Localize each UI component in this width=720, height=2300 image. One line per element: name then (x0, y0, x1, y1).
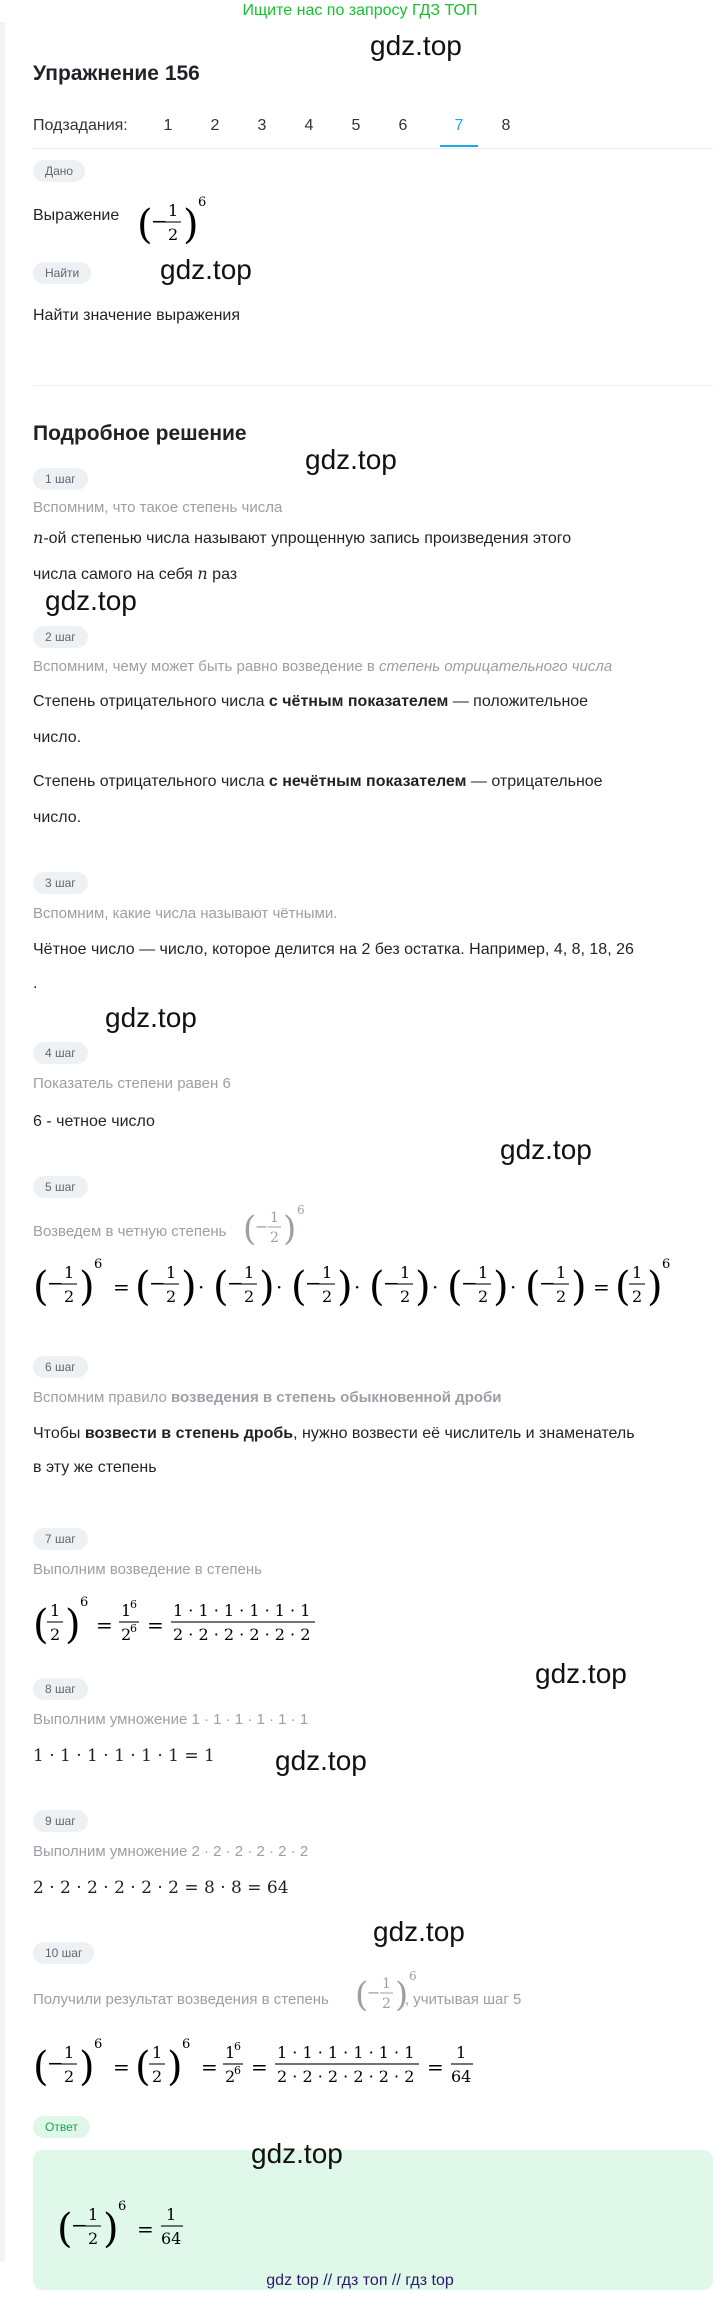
answer-badge: Ответ (33, 2116, 90, 2138)
denominator: 64 (161, 2229, 182, 2248)
denominator: 2 (556, 1287, 567, 1306)
denominator: 2 (322, 1287, 333, 1306)
paren-open: ( (525, 1264, 541, 1310)
paren-close: ) (183, 202, 199, 248)
exponent: 6 (234, 2040, 241, 2053)
step-2-p2-post: — отрицательное (466, 773, 603, 790)
step-6-p-post: , нужно возвести её числитель и знаменатель (293, 1425, 635, 1442)
equals-sign: = (96, 1613, 113, 1637)
product-denominator: 2 · 2 · 2 · 2 · 2 · 2 (277, 2067, 415, 2086)
exponent: 6 (80, 1595, 89, 1610)
paren-open: ( (213, 1264, 229, 1310)
step-6-p (33, 1416, 713, 1452)
denominator: 2 (166, 1287, 177, 1306)
step-6-badge: 6 шаг (33, 1356, 88, 1378)
denominator: 2 (244, 1287, 255, 1306)
watermark: gdz.top (251, 2138, 343, 2169)
exponent: 6 (182, 2037, 191, 2052)
dot-sign: · (198, 1275, 205, 1299)
minus-sign: − (367, 1983, 381, 2002)
paren-close: ) (167, 2044, 183, 2090)
minus-sign: − (227, 1271, 244, 1295)
tab-subtask-4[interactable]: 4 (304, 117, 314, 134)
step-2-p2-pre: Степень отрицательного числа (33, 773, 269, 790)
numerator: 1 (88, 2205, 99, 2224)
minus-sign: − (71, 2213, 88, 2237)
exponent: 6 (234, 2064, 241, 2077)
exponent: 6 (130, 1622, 137, 1635)
exponent: 6 (198, 195, 207, 210)
watermark: gdz.top (305, 444, 397, 475)
denominator: 2 (152, 2067, 163, 2086)
step-2-p1-bold: с чётным показателем (268, 693, 449, 710)
step-10-badge: 10 шаг (33, 1942, 94, 1964)
factor-4 (369, 1263, 431, 1310)
tab-subtask-3[interactable]: 3 (257, 117, 267, 134)
footer-links[interactable]: gdz top // гдз топ // гдз top (266, 2272, 454, 2289)
paren-open: ( (57, 2206, 73, 2252)
step-4-text: 6 - четное число (33, 1113, 155, 1130)
paren-open: ( (33, 1264, 49, 1310)
denominator: 2 (270, 1230, 279, 1246)
subtasks-label: Подзадания: (33, 117, 128, 134)
paren-open: ( (369, 1264, 385, 1310)
step-6-caption-bold: возведения в степень обыкновенной дроби (171, 1389, 502, 1406)
numerator: 1 (556, 1263, 567, 1282)
tab-subtask-7[interactable]: 7 (454, 117, 464, 134)
answer-equation (57, 2192, 257, 2262)
step-2-p1 (33, 684, 713, 720)
numerator: 1 (225, 2043, 236, 2062)
step-8-badge: 8 шаг (33, 1678, 88, 1700)
equals-sign: = (593, 1275, 610, 1299)
solution-title: Подробное решение (33, 422, 247, 445)
equals-sign: = (113, 1275, 130, 1299)
paren-open: ( (135, 2044, 151, 2090)
promo-banner[interactable]: Ищите нас по запросу ГДЗ ТОП (242, 2, 478, 19)
paren-close: ) (79, 1264, 95, 1310)
watermark: gdz.top (275, 1745, 367, 1776)
step-2-badge: 2 шаг (33, 626, 88, 648)
paren-close: ) (395, 1975, 409, 2015)
exponent: 6 (118, 2199, 127, 2214)
step-1-line-2-pre: числа самого на себя (33, 566, 193, 583)
paren-open: ( (355, 1975, 369, 2015)
answer-box (33, 2150, 713, 2290)
step-2-caption-pre: Вспомним, чему может быть равно возведение в (33, 658, 380, 675)
equals-sign: = (113, 2055, 130, 2079)
step-2-p2-cont: число. (33, 809, 82, 826)
equals-sign: = (147, 1613, 164, 1637)
tab-subtask-6[interactable]: 6 (398, 117, 408, 134)
tab-subtask-5[interactable]: 5 (351, 117, 361, 134)
numerator: 1 (152, 2043, 163, 2062)
step-10-caption-post: , учитывая шаг 5 (404, 1991, 522, 2008)
factor-2 (213, 1263, 275, 1310)
denominator: 2 (64, 1287, 75, 1306)
denominator: 2 (400, 1287, 411, 1306)
paren-open: ( (135, 1264, 151, 1310)
step-10-caption-pre: Получили результат возведения в степень (33, 1991, 329, 2008)
paren-open: ( (291, 1264, 307, 1310)
step-2-p2-bold: с нечётным показателем (268, 773, 467, 790)
minus-sign: − (47, 1271, 64, 1295)
numerator: 1 (121, 1601, 132, 1620)
equals-sign: = (137, 2217, 154, 2241)
exponent: 6 (297, 1203, 305, 1217)
dot-sign: · (510, 1275, 517, 1299)
step-1-line-2-post: раз (212, 566, 238, 583)
denominator: 2 (121, 1625, 132, 1644)
paren-open: ( (137, 202, 153, 248)
var-n: n (33, 528, 44, 547)
step-7-equation (33, 1588, 433, 1654)
numerator: 1 (632, 1263, 643, 1282)
minus-sign: − (47, 2051, 64, 2075)
paren-close: ) (79, 2044, 95, 2090)
denominator: 2 (478, 1287, 489, 1306)
step-7-badge: 7 шаг (33, 1528, 88, 1550)
paren-close: ) (415, 1264, 431, 1310)
subtasks-nav (33, 114, 713, 149)
step-5-equation (33, 1250, 713, 1320)
minus-sign: − (151, 209, 168, 233)
exponent: 6 (409, 1969, 417, 1983)
step-2-p1-cont: число. (33, 729, 82, 746)
watermark: gdz.top (105, 1002, 197, 1033)
var-n: n (197, 564, 208, 583)
paren-open: ( (33, 2044, 49, 2090)
minus-sign: − (461, 1271, 478, 1295)
step-9-result: 2 · 2 · 2 · 2 · 2 · 2 = 8 · 8 = 64 (33, 1878, 289, 1898)
given-expression (135, 190, 215, 260)
numerator: 1 (166, 1263, 177, 1282)
step-5-caption-expr (243, 1200, 313, 1256)
watermark: gdz.top (160, 254, 252, 285)
given-badge: Дано (33, 160, 85, 182)
tab-subtask-8[interactable]: 8 (501, 117, 511, 134)
numerator: 1 (166, 2205, 177, 2224)
exercise-card (0, 22, 720, 2262)
find-badge: Найти (33, 262, 91, 284)
product-numerator: 1 · 1 · 1 · 1 · 1 · 1 (173, 1601, 311, 1620)
tab-subtask-2[interactable]: 2 (210, 117, 220, 134)
step-3-text: Чётное число — число, которое делится на 2 без остатка. Например, 4, 8, 18, 26 (33, 941, 634, 958)
step-8-result: 1 · 1 · 1 · 1 · 1 · 1 = 1 (33, 1746, 215, 1766)
step-1-line-1 (33, 520, 713, 557)
watermark: gdz.top (535, 1658, 627, 1689)
exponent: 6 (94, 2037, 103, 2052)
step-6-caption-pre: Вспомним правило (33, 1389, 172, 1406)
factor-1 (135, 1263, 197, 1310)
step-2-p2 (33, 764, 713, 800)
dot-sign: · (276, 1275, 283, 1299)
step-7-caption: Выполним возведение в степень (33, 1561, 262, 1578)
paren-close: ) (337, 1264, 353, 1310)
step-6-p-pre: Чтобы (33, 1425, 85, 1442)
watermark: gdz.top (373, 1916, 465, 1947)
step-3-badge: 3 шаг (33, 872, 88, 894)
step-3-cont: . (33, 975, 38, 992)
numerator: 1 (64, 2043, 75, 2062)
paren-open: ( (243, 1209, 257, 1249)
dot-sign: · (432, 1275, 439, 1299)
product-denominator: 2 · 2 · 2 · 2 · 2 · 2 (173, 1625, 311, 1644)
equals-sign: = (251, 2055, 268, 2079)
paren-close: ) (103, 2206, 119, 2252)
step-2-caption-em: степень отрицательного числа (379, 658, 613, 675)
numerator: 1 (168, 201, 179, 220)
step-5-badge: 5 шаг (33, 1176, 88, 1198)
paren-open: ( (615, 1264, 631, 1310)
step-4-caption: Показатель степени равен 6 (33, 1075, 231, 1092)
equals-sign: = (201, 2055, 218, 2079)
step-2-p1-post: — положительное (448, 693, 589, 710)
step-1-line-1-text: -ой степенью числа называют упрощенную запись произведения этого (43, 530, 572, 547)
denominator: 2 (88, 2229, 99, 2248)
numerator: 1 (382, 1976, 391, 1992)
dot-sign: · (354, 1275, 361, 1299)
denominator: 2 (382, 1996, 391, 2012)
find-text: Найти значение выражения (33, 307, 241, 324)
minus-sign: − (149, 1271, 166, 1295)
minus-sign: − (383, 1271, 400, 1295)
numerator: 1 (456, 2043, 467, 2062)
step-1-badge: 1 шаг (33, 468, 88, 490)
exponent: 6 (130, 1598, 137, 1611)
product-numerator: 1 · 1 · 1 · 1 · 1 · 1 (277, 2043, 415, 2062)
denominator: 2 (225, 2067, 236, 2086)
exponent: 6 (662, 1257, 671, 1272)
step-2-p1-pre: Степень отрицательного числа (33, 693, 269, 710)
numerator: 1 (270, 1210, 279, 1226)
paren-close: ) (283, 1209, 297, 1249)
result-power (615, 1257, 670, 1310)
numerator: 1 (244, 1263, 255, 1282)
step-9-caption: Выполним умножение 2 · 2 · 2 · 2 · 2 · 2 (33, 1843, 309, 1860)
paren-close: ) (493, 1264, 509, 1310)
tab-subtask-1[interactable]: 1 (163, 117, 173, 134)
step-9-badge: 9 шаг (33, 1810, 88, 1832)
active-tab-indicator (440, 145, 478, 147)
step-6-p-bold: возвести в степень дробь (84, 1425, 294, 1442)
minus-sign: − (539, 1271, 556, 1295)
equals-sign: = (427, 2055, 444, 2079)
paren-close: ) (259, 1264, 275, 1310)
watermark: gdz.top (370, 30, 462, 61)
factor-6 (525, 1263, 587, 1310)
denominator: 2 (64, 2067, 75, 2086)
numerator: 1 (50, 1601, 61, 1620)
denominator: 2 (50, 1625, 61, 1644)
numerator: 1 (478, 1263, 489, 1282)
numerator: 1 (322, 1263, 333, 1282)
paren-close: ) (647, 1264, 663, 1310)
step-1-caption: Вспомним, что такое степень числа (33, 499, 283, 516)
paren-close: ) (571, 1264, 587, 1310)
paren-open: ( (447, 1264, 463, 1310)
paren-close: ) (65, 1602, 81, 1648)
minus-sign: − (305, 1271, 322, 1295)
denominator: 64 (451, 2067, 472, 2086)
given-label: Выражение (33, 207, 120, 224)
step-6-caption (33, 1380, 713, 1416)
paren-open: ( (33, 1602, 49, 1648)
numerator: 1 (400, 1263, 411, 1282)
denominator: 2 (168, 225, 179, 244)
exponent: 6 (94, 1257, 103, 1272)
factor-3 (291, 1263, 353, 1310)
step-10-caption-expr (355, 1966, 427, 2022)
watermark: gdz.top (45, 585, 137, 616)
step-2-caption (33, 649, 713, 685)
divider (33, 385, 713, 386)
watermark: gdz.top (500, 1134, 592, 1165)
step-5-caption: Возведем в четную степень (33, 1223, 227, 1240)
page-title: Упражнение 156 (33, 62, 200, 85)
step-4-badge: 4 шаг (33, 1042, 88, 1064)
step-8-caption: Выполним умножение 1 · 1 · 1 · 1 · 1 · 1 (33, 1711, 309, 1728)
power-term (33, 1257, 102, 1310)
step-6-p-cont: в эту же степень (33, 1459, 157, 1476)
factor-5 (447, 1263, 509, 1310)
step-10-equation (33, 2030, 533, 2100)
minus-sign: − (255, 1217, 269, 1236)
denominator: 2 (632, 1287, 643, 1306)
paren-close: ) (181, 1264, 197, 1310)
step-3-caption: Вспомним, какие числа называют чётными. (33, 905, 338, 922)
numerator: 1 (64, 1263, 75, 1282)
